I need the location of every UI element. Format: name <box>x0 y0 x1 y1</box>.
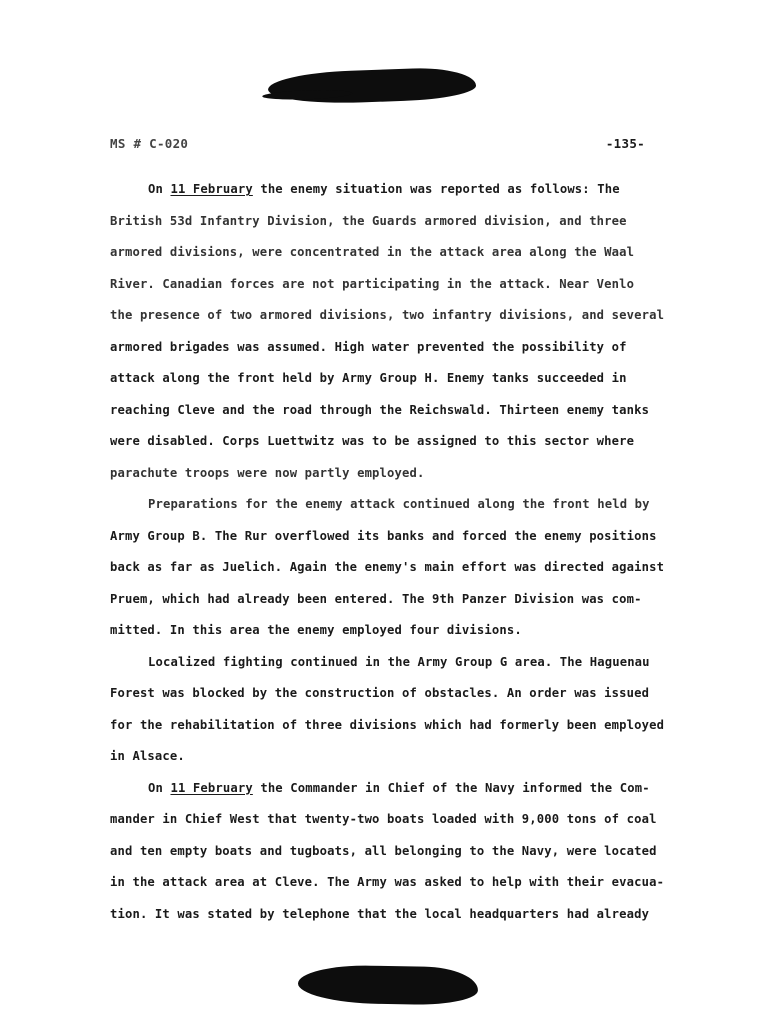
line-text: the Commander in Chief of the Navy informed the Com- <box>252 780 650 795</box>
text-line <box>110 775 690 807</box>
page-number: -135- <box>605 136 645 151</box>
text-line: in the attack area at Cleve. The Army was asked to help with their evacua- <box>110 875 665 889</box>
line-text: the enemy situation was reported as follows: The <box>252 182 620 196</box>
paragraph <box>110 775 690 933</box>
redaction-mark-top <box>268 66 477 105</box>
text-line: parachute troops were now partly employed. <box>110 465 425 480</box>
text-line: Army Group B. The Rur overflowed its banks and forced the enemy positions <box>110 528 657 543</box>
manuscript-number: MS # C-020 <box>110 136 189 151</box>
paragraph <box>110 491 690 649</box>
line-text: On <box>148 182 171 196</box>
paragraph <box>110 649 690 775</box>
text-line: for the rehabilitation of three divisions which had formerly been employed <box>110 717 665 732</box>
text-line: the presence of two armored divisions, two infantry divisions, and several <box>110 308 665 322</box>
text-line: in Alsace. <box>110 749 185 763</box>
text-line: attack along the front held by Army Group H. Enemy tanks succeeded in <box>110 371 627 385</box>
text-line: mitted. In this area the enemy employed four divisions. <box>110 623 522 637</box>
text-line: reaching Cleve and the road through the Reichswald. Thirteen enemy tanks <box>110 402 650 417</box>
text-line <box>110 176 690 208</box>
text-line: Localized fighting continued in the Army Group G area. The Haguenau <box>148 654 650 669</box>
text-line: Forest was blocked by the construction of obstacles. An order was issued <box>110 686 650 700</box>
text-line: back as far as Juelich. Again the enemy's main effort was directed against <box>110 560 665 574</box>
document-body <box>110 176 690 932</box>
redaction-mark-bottom <box>298 964 479 1005</box>
page-header <box>110 136 645 154</box>
text-line: British 53d Infantry Division, the Guards armored division, and three <box>110 213 627 228</box>
text-line: tion. It was stated by telephone that the local headquarters had already <box>110 906 650 921</box>
text-line: and ten empty boats and tugboats, all belonging to the Navy, were located <box>110 843 657 858</box>
text-line: Pruem, which had already been entered. The 9th Panzer Division was com- <box>110 591 642 606</box>
underlined-date: 11 February <box>170 780 253 795</box>
text-line: armored divisions, were concentrated in the attack area along the Waal <box>110 245 635 259</box>
underlined-date: 11 February <box>170 182 253 196</box>
text-line: armored brigades was assumed. High water prevented the possibility of <box>110 339 627 354</box>
line-text: On <box>148 780 171 795</box>
text-line: Preparations for the enemy attack continued along the front held by <box>148 497 650 511</box>
text-line: were disabled. Corps Luettwitz was to be assigned to this sector where <box>110 434 635 448</box>
text-line: River. Canadian forces are not participating in the attack. Near Venlo <box>110 276 635 291</box>
text-line: mander in Chief West that twenty-two boats loaded with 9,000 tons of coal <box>110 812 657 826</box>
paragraph <box>110 176 690 491</box>
